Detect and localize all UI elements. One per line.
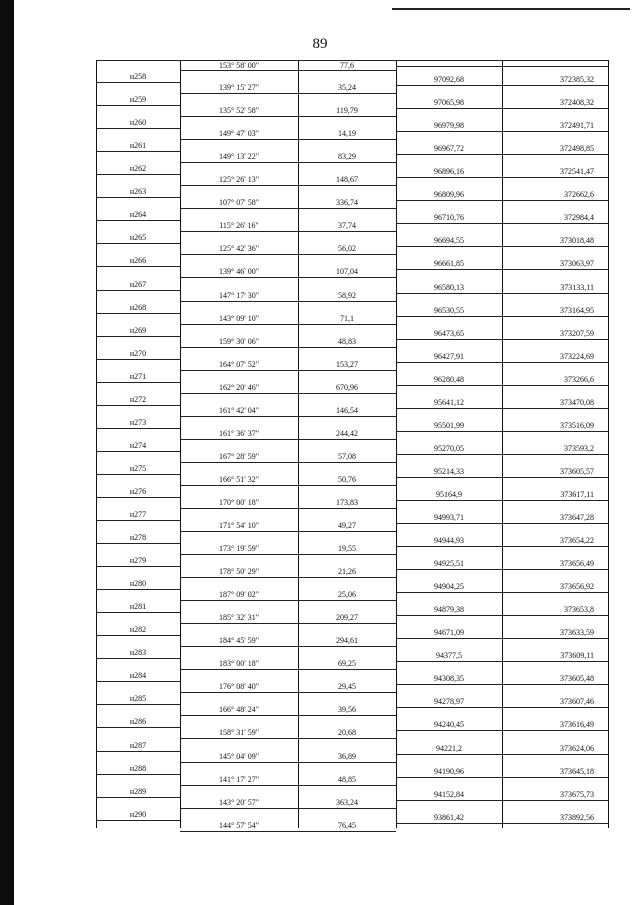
coordinate-y: 373656,49 bbox=[560, 559, 594, 569]
segment-distance: 29,45 bbox=[338, 682, 356, 692]
segment-distance: 57,08 bbox=[338, 451, 356, 461]
point-name: н263 bbox=[129, 187, 147, 197]
row-rule bbox=[96, 243, 180, 244]
row-rule bbox=[96, 451, 180, 452]
coordinate-x: 94278,97 bbox=[434, 697, 464, 707]
row-rule bbox=[396, 800, 609, 801]
coordinate-y: 373207,59 bbox=[560, 328, 594, 338]
point-name: н262 bbox=[129, 164, 147, 174]
coordinate-y: 373624,06 bbox=[560, 743, 594, 753]
row-rule bbox=[180, 370, 396, 371]
point-name: н284 bbox=[129, 671, 147, 681]
point-name: н269 bbox=[129, 325, 147, 335]
coordinate-y: 373675,73 bbox=[560, 789, 594, 799]
coordinate-y: 373609,11 bbox=[560, 651, 594, 661]
point-name: н271 bbox=[129, 371, 147, 381]
row-rule bbox=[96, 382, 180, 383]
row-rule bbox=[396, 408, 609, 409]
segment-angle: 139° 15' 27" bbox=[219, 83, 259, 92]
segment-angle: 158° 31' 59" bbox=[219, 728, 259, 738]
point-name: н280 bbox=[129, 579, 147, 589]
coordinate-y: 373616,49 bbox=[560, 720, 594, 730]
point-name: н286 bbox=[129, 717, 147, 727]
segment-angle: 159° 30' 06" bbox=[219, 336, 259, 346]
row-rule bbox=[96, 197, 180, 198]
row-rule bbox=[96, 290, 180, 291]
coordinate-x: 94904,25 bbox=[434, 582, 464, 592]
segment-distance: 83,29 bbox=[338, 152, 356, 162]
coordinate-y: 372408,32 bbox=[560, 98, 594, 107]
coordinates-table bbox=[96, 60, 609, 828]
segment-distance: 336,74 bbox=[336, 198, 358, 208]
coordinate-x: 96710,76 bbox=[434, 213, 464, 223]
row-rule bbox=[180, 185, 396, 186]
point-name: н265 bbox=[129, 233, 147, 243]
point-name: н282 bbox=[129, 625, 147, 635]
segment-distance: 14,19 bbox=[338, 129, 356, 139]
segment-angle: 166° 48' 24" bbox=[219, 705, 259, 715]
row-rule bbox=[396, 177, 609, 178]
segment-distance: 21,26 bbox=[338, 567, 356, 577]
row-rule bbox=[180, 785, 396, 786]
coordinate-x: 94925,51 bbox=[434, 559, 464, 569]
row-rule bbox=[96, 336, 180, 337]
segment-distance: 20,68 bbox=[338, 728, 356, 738]
segment-distance: 58,92 bbox=[338, 290, 356, 300]
segment-distance: 25,06 bbox=[338, 590, 356, 600]
coordinate-y: 372984,4 bbox=[564, 213, 594, 223]
coordinate-x: 96896,16 bbox=[434, 167, 464, 177]
point-name: н258 bbox=[129, 72, 147, 81]
segment-angle: 161° 42' 04" bbox=[219, 405, 259, 415]
row-rule bbox=[96, 220, 180, 221]
segment-angle: 143° 09' 10" bbox=[219, 313, 259, 323]
point-name: н283 bbox=[129, 648, 147, 658]
segment-distance: 35,24 bbox=[338, 83, 356, 92]
row-rule bbox=[396, 339, 609, 340]
row-rule bbox=[96, 820, 180, 821]
row-rule bbox=[396, 500, 609, 501]
row-rule bbox=[396, 85, 609, 86]
point-name: н285 bbox=[129, 694, 147, 704]
row-rule bbox=[96, 313, 180, 314]
coordinate-x: 94671,09 bbox=[434, 628, 464, 638]
row-rule bbox=[180, 70, 396, 71]
coordinate-x: 95501,99 bbox=[434, 420, 464, 430]
row-rule bbox=[396, 523, 609, 524]
segment-distance: 148,67 bbox=[336, 175, 358, 185]
coordinate-x: 97092,68 bbox=[434, 75, 464, 84]
row-rule bbox=[96, 105, 180, 106]
segment-angle: 171° 54' 10" bbox=[219, 520, 259, 530]
row-rule bbox=[396, 638, 609, 639]
row-rule bbox=[396, 200, 609, 201]
segment-angle: 115° 26' 16" bbox=[219, 221, 259, 231]
row-rule bbox=[396, 823, 609, 824]
coordinate-x: 96280,48 bbox=[434, 374, 464, 384]
row-rule bbox=[396, 223, 609, 224]
coordinate-x: 95164,9 bbox=[436, 489, 462, 499]
segment-angle: 141° 17' 27" bbox=[219, 774, 259, 784]
row-rule bbox=[396, 754, 609, 755]
segment-angle: 184° 45' 59" bbox=[219, 636, 259, 646]
point-name: н270 bbox=[129, 348, 147, 358]
row-rule bbox=[396, 684, 609, 685]
coordinate-x: 94240,45 bbox=[434, 720, 464, 730]
point-name: н281 bbox=[129, 602, 147, 612]
row-rule bbox=[96, 151, 180, 152]
coordinate-x: 94221,2 bbox=[436, 743, 462, 753]
segment-angle: 147° 17' 30" bbox=[219, 290, 259, 300]
row-rule bbox=[396, 131, 609, 132]
row-rule bbox=[180, 301, 396, 302]
point-name: н266 bbox=[129, 256, 147, 266]
segment-distance: 39,56 bbox=[338, 705, 356, 715]
row-rule bbox=[396, 431, 609, 432]
row-rule bbox=[396, 592, 609, 593]
point-name: н276 bbox=[129, 486, 147, 496]
segment-angle: 107° 07' 58" bbox=[219, 198, 259, 208]
row-rule bbox=[96, 520, 180, 521]
point-name: н277 bbox=[129, 509, 147, 519]
row-rule bbox=[180, 508, 396, 509]
segment-angle: 149° 13' 22" bbox=[219, 152, 259, 162]
coordinate-x: 95270,05 bbox=[434, 443, 464, 453]
row-rule bbox=[396, 661, 609, 662]
row-rule bbox=[96, 704, 180, 705]
segment-angle: 170° 00' 18" bbox=[219, 497, 259, 507]
point-name: н275 bbox=[129, 463, 147, 473]
row-rule bbox=[180, 139, 396, 140]
segment-distance: 37,74 bbox=[338, 221, 356, 231]
coordinate-y: 373266,6 bbox=[564, 374, 594, 384]
row-rule bbox=[396, 66, 609, 67]
coordinate-y: 373607,46 bbox=[560, 697, 594, 707]
segment-distance: 77,6 bbox=[340, 61, 354, 70]
row-rule bbox=[180, 393, 396, 394]
row-rule bbox=[96, 635, 180, 636]
segment-distance: 153,27 bbox=[336, 359, 358, 369]
segment-distance: 69,25 bbox=[338, 659, 356, 669]
segment-distance: 209,27 bbox=[336, 613, 358, 623]
coordinate-y: 373654,22 bbox=[560, 536, 594, 545]
row-rule bbox=[396, 246, 609, 247]
row-rule bbox=[396, 108, 609, 109]
segment-angle: 143° 20' 57" bbox=[219, 797, 259, 807]
coordinate-x: 94308,35 bbox=[434, 674, 464, 684]
point-name: н274 bbox=[129, 440, 147, 450]
segment-angle: 125° 26' 13" bbox=[219, 175, 259, 185]
point-name: н259 bbox=[129, 95, 147, 104]
row-rule bbox=[180, 646, 396, 647]
segment-distance: 294,61 bbox=[336, 636, 358, 646]
row-rule bbox=[180, 669, 396, 670]
segment-angle: 178° 50' 29" bbox=[219, 567, 259, 577]
row-rule bbox=[180, 623, 396, 624]
row-rule bbox=[396, 477, 609, 478]
row-rule bbox=[396, 777, 609, 778]
row-rule bbox=[180, 231, 396, 232]
segment-angle: 167° 28' 59" bbox=[219, 451, 259, 461]
row-rule bbox=[396, 707, 609, 708]
coordinate-y: 373656,92 bbox=[560, 582, 594, 592]
row-rule bbox=[180, 347, 396, 348]
row-rule bbox=[96, 543, 180, 544]
row-rule bbox=[96, 681, 180, 682]
coordinate-y: 373633,59 bbox=[560, 628, 594, 638]
row-rule bbox=[396, 362, 609, 363]
header-rule bbox=[392, 8, 630, 10]
row-rule bbox=[180, 116, 396, 117]
row-rule bbox=[396, 269, 609, 270]
row-rule bbox=[180, 324, 396, 325]
scan-left-edge bbox=[0, 0, 14, 905]
segment-angle: 162° 20' 46" bbox=[219, 382, 259, 392]
row-rule bbox=[180, 254, 396, 255]
segment-angle: 187° 09' 02" bbox=[219, 590, 259, 600]
row-rule bbox=[96, 359, 180, 360]
coordinate-y: 372385,32 bbox=[560, 75, 594, 84]
segment-angle: 185° 32' 31" bbox=[219, 613, 259, 623]
segment-distance: 76,45 bbox=[338, 820, 356, 830]
row-rule bbox=[180, 577, 396, 578]
segment-angle: 139° 46' 00" bbox=[219, 267, 259, 277]
row-rule bbox=[180, 692, 396, 693]
row-rule bbox=[96, 405, 180, 406]
point-name: н260 bbox=[129, 118, 147, 128]
row-rule bbox=[180, 554, 396, 555]
coordinate-y: 372541,47 bbox=[560, 167, 594, 177]
coordinate-x: 94879,38 bbox=[434, 605, 464, 615]
coordinate-y: 373617,11 bbox=[560, 489, 594, 499]
row-rule bbox=[180, 831, 396, 832]
row-rule bbox=[180, 715, 396, 716]
coordinate-x: 96809,96 bbox=[434, 190, 464, 200]
row-rule bbox=[96, 128, 180, 129]
point-name: н290 bbox=[129, 809, 147, 819]
point-name: н268 bbox=[129, 302, 147, 312]
segment-angle: 135° 52' 58" bbox=[219, 106, 259, 115]
row-rule bbox=[96, 612, 180, 613]
segment-distance: 56,02 bbox=[338, 244, 356, 254]
point-name: н273 bbox=[129, 417, 147, 427]
coordinate-y: 373516,09 bbox=[560, 420, 594, 430]
coordinate-y: 372491,71 bbox=[560, 121, 594, 131]
coordinate-x: 96473,65 bbox=[434, 328, 464, 338]
coordinate-y: 373063,97 bbox=[560, 259, 594, 269]
coordinate-x: 96580,13 bbox=[434, 282, 464, 292]
row-rule bbox=[96, 566, 180, 567]
row-rule bbox=[396, 154, 609, 155]
coordinate-y: 373605,57 bbox=[560, 466, 594, 476]
segment-distance: 71,1 bbox=[340, 313, 354, 323]
row-rule bbox=[96, 774, 180, 775]
coordinate-y: 373645,18 bbox=[560, 766, 594, 776]
row-rule bbox=[180, 162, 396, 163]
coordinate-x: 93861,42 bbox=[434, 812, 464, 822]
row-rule bbox=[96, 82, 180, 83]
coordinate-x: 94993,71 bbox=[434, 512, 464, 522]
coordinate-y: 373605,48 bbox=[560, 674, 594, 684]
row-rule bbox=[96, 474, 180, 475]
point-name: н287 bbox=[129, 740, 147, 750]
coordinate-y: 373018,48 bbox=[560, 236, 594, 246]
segment-distance: 49,27 bbox=[338, 520, 356, 530]
coordinate-y: 373647,28 bbox=[560, 512, 594, 522]
coordinate-x: 95214,33 bbox=[434, 466, 464, 476]
coordinate-x: 96427,91 bbox=[434, 351, 464, 361]
segment-angle: 161° 36' 37" bbox=[219, 428, 259, 438]
segment-distance: 670,96 bbox=[336, 382, 358, 392]
row-rule bbox=[396, 385, 609, 386]
segment-distance: 107,04 bbox=[336, 267, 358, 277]
point-name: н272 bbox=[129, 394, 147, 404]
coordinate-x: 96530,55 bbox=[434, 305, 464, 315]
segment-distance: 173,83 bbox=[336, 497, 358, 507]
coordinate-y: 372498,85 bbox=[560, 144, 594, 154]
segment-distance: 244,42 bbox=[336, 428, 358, 438]
segment-distance: 363,24 bbox=[336, 797, 358, 807]
row-rule bbox=[180, 208, 396, 209]
coordinate-x: 94944,93 bbox=[434, 536, 464, 545]
coordinate-x: 96661,85 bbox=[434, 259, 464, 269]
coordinate-y: 373653,8 bbox=[564, 605, 594, 615]
segment-distance: 119,79 bbox=[336, 106, 358, 115]
row-rule bbox=[96, 658, 180, 659]
row-rule bbox=[180, 462, 396, 463]
segment-angle: 183° 00' 18" bbox=[219, 659, 259, 669]
point-name: н264 bbox=[129, 210, 147, 220]
row-rule bbox=[180, 762, 396, 763]
row-rule bbox=[396, 293, 609, 294]
coordinate-x: 96967,72 bbox=[434, 144, 464, 154]
coordinate-y: 373133,11 bbox=[560, 282, 594, 292]
row-rule bbox=[396, 730, 609, 731]
point-name: н288 bbox=[129, 763, 147, 773]
coordinate-x: 94190,96 bbox=[434, 766, 464, 776]
segment-angle: 176° 08' 40" bbox=[219, 682, 259, 692]
row-rule bbox=[96, 497, 180, 498]
row-rule bbox=[180, 485, 396, 486]
row-rule bbox=[180, 600, 396, 601]
row-rule bbox=[396, 454, 609, 455]
row-rule bbox=[396, 615, 609, 616]
row-rule bbox=[180, 93, 396, 94]
coordinate-y: 373892,56 bbox=[560, 812, 594, 822]
row-rule bbox=[180, 808, 396, 809]
point-name: н289 bbox=[129, 786, 147, 796]
segment-angle: 166° 51' 32" bbox=[219, 474, 259, 484]
segment-distance: 19,55 bbox=[338, 544, 356, 553]
row-rule bbox=[396, 316, 609, 317]
row-rule bbox=[96, 727, 180, 728]
row-rule bbox=[96, 428, 180, 429]
segment-angle: 164° 07' 52" bbox=[219, 359, 259, 369]
row-rule bbox=[396, 546, 609, 547]
segment-angle: 144° 57' 54" bbox=[219, 820, 259, 830]
segment-distance: 146,54 bbox=[336, 405, 358, 415]
row-rule bbox=[96, 589, 180, 590]
point-name: н278 bbox=[129, 533, 147, 542]
page-number: 89 bbox=[312, 36, 328, 52]
row-rule bbox=[180, 277, 396, 278]
segment-distance: 50,76 bbox=[338, 474, 356, 484]
coordinate-x: 96979,98 bbox=[434, 121, 464, 131]
coordinate-y: 372662,6 bbox=[564, 190, 594, 200]
coordinate-x: 96694,55 bbox=[434, 236, 464, 246]
coordinate-x: 94152,84 bbox=[434, 789, 464, 799]
row-rule bbox=[180, 439, 396, 440]
row-rule bbox=[96, 174, 180, 175]
segment-distance: 48,85 bbox=[338, 774, 356, 784]
coordinate-x: 95641,12 bbox=[434, 397, 464, 407]
coordinate-y: 373470,08 bbox=[560, 397, 594, 407]
point-name: н261 bbox=[129, 141, 147, 151]
coordinate-x: 97065,98 bbox=[434, 98, 464, 107]
row-rule bbox=[96, 266, 180, 267]
row-rule bbox=[396, 569, 609, 570]
table-right-border bbox=[608, 60, 609, 828]
point-name: н267 bbox=[129, 279, 147, 289]
row-rule bbox=[96, 797, 180, 798]
segment-angle: 149° 47' 03" bbox=[219, 129, 259, 139]
row-rule bbox=[180, 416, 396, 417]
segment-angle: 153° 58' 00" bbox=[219, 61, 259, 70]
coordinate-y: 373593,2 bbox=[564, 443, 594, 453]
row-rule bbox=[96, 751, 180, 752]
coordinate-y: 373224,69 bbox=[560, 351, 594, 361]
point-name: н279 bbox=[129, 556, 147, 566]
segment-angle: 145° 04' 09" bbox=[219, 751, 259, 761]
coordinate-y: 373164,95 bbox=[560, 305, 594, 315]
row-rule bbox=[180, 531, 396, 532]
coordinate-x: 94377,5 bbox=[436, 651, 462, 661]
segment-distance: 36,89 bbox=[338, 751, 356, 761]
segment-angle: 125° 42' 36" bbox=[219, 244, 259, 254]
segment-distance: 48,83 bbox=[338, 336, 356, 346]
row-rule bbox=[180, 738, 396, 739]
segment-angle: 173° 19' 59" bbox=[219, 544, 259, 553]
